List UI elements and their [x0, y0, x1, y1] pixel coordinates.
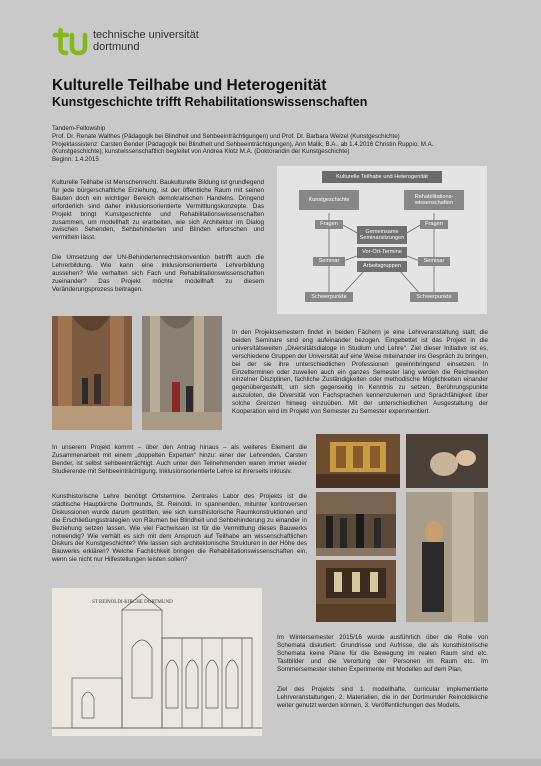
meta-line: Projektassistenz: Carsten Bender (Pädagogik bei Blindheit und Sehbeeinträchtigungen), Ann Malik, B.A., ab 1.4.2016 Christin Ruppio, M.A. — [52, 140, 434, 148]
student-at-pillar-image — [406, 492, 488, 622]
diagram-seminar-right: Seminar — [418, 257, 450, 266]
touching-sculpture-image — [406, 434, 488, 488]
paragraph-un-convention: Die Umsetzung der UN-Behindertenrechtskonvention betrifft auch die Lehrerbildung. Wie kann eine inklusionsorientierte Lehrerbildung aussehen? Wie verhalten sich Fach und Rehabilitationswissenschaften zueinander? Das Projekt möchte modellhaft zu diesem Veränderungsprozess beitragen. — [52, 254, 264, 293]
diagram-fragen-right: Fragen — [420, 220, 448, 229]
diagram-title: Kulturelle Teilhabe und Heterogenität — [322, 171, 442, 183]
footer-bar — [0, 759, 541, 766]
poster-title: Kulturelle Teilhabe und Heterogenität — [52, 77, 327, 94]
plan-caption: ST REINOLDI-KIRCHE DORTMUND — [92, 600, 173, 605]
meta-line: Beginn: 1.4.2015 — [52, 156, 99, 164]
altar-image — [316, 434, 400, 488]
diagram-gemeinsame-seminarsitzungen: Gemeinsame Seminarsitzungen — [357, 226, 407, 244]
nave-photo — [316, 560, 396, 622]
diagram-rehabilitation: Rehabilitations-wissenschaften — [404, 190, 464, 210]
project-meta — [52, 125, 492, 164]
paragraph-double-expert: In unserem Projekt kommt – über den Antrag hinaus – als weiteres Element die Zusammenarbeit mit einem „doppelten Experten“ hinzu: einer der Lehrenden, Carsten Bender, ist selbst sehbeeinträchtigt. Auch unter den Teilnehmenden waren immer wieder Studierende mit Sehbeeinträchtigung. Inklusionsorientierte Lehre ist ihrerseits inklusiv. — [52, 444, 307, 475]
diagram-kunstgeschichte: Kunstgeschichte — [299, 190, 359, 210]
diagram-fragen-left: Fragen — [315, 220, 343, 229]
paragraph-site-visits: Kunsthistorische Lehre benötigt Ortstermine. Zentrales Labor des Projekts ist die städtische Hauptkirche Dortmunds, St. Reinoldi. In spannenden, mitunter kontroversen Diskussionen wurde darum gestritten, wie sich kunsthistorische Raumkonstruktionen und die Erschließungsstrategien von Räumen bei Blindheit und Sehbehinderung zu einander in Beziehung setzen lassen. Wie viel Fachwissen ist für die Vermittlung dieses Bauwerks notwendig? Wie verhält es sich mit dem Anspruch auf Teilhabe am wissenschaftlichen Diskurs der Kunstgeschichte? Wie lassen sich architektonische Strukturen in der Höhe des Bauwerks erklären? Welche Fachlichkeit bringen die Rehabilitationswissenschaften ein, wenn sie nicht nur Hilfestellungen leisten sollen? — [52, 493, 307, 564]
poster-subtitle: Kunstgeschichte trifft Rehabilitationswissenschaften — [52, 95, 368, 109]
architectural-elevation-plan — [52, 588, 262, 736]
diagram-vor-ort-termine: Vor-Ort-Termine — [357, 247, 407, 258]
tu-logo-icon — [52, 28, 88, 56]
university-name — [93, 29, 199, 53]
university-name-line1: technische universität — [93, 29, 199, 41]
paragraph-intro: Kulturelle Teilhabe ist Menschenrecht. Baukulturelle Bildung ist grundlegend für jede bürgerschaftliche Erziehung, ist der öffentliche Raum mit seinen Bauten doch ein wichtiger Bereich demokratischen Handelns. Dringend erforderlich sind daher inklusionsorientierte Vermittlungskonzepte. Das Projekt bringt Kunstgeschichte und Rehabilitationswissenschaften zusammen, um modellhaft zu erarbeiten, wie sich Architektur im Dialog zwischen Sehenden, Sehbehinderten und Blinden erforschen und vermitteln lässt. — [52, 179, 264, 242]
paragraph-project-goals: Ziel des Projekts sind 1. modellhafte, curricular implementierte Lehrveranstaltungen, 2. Materialien, die in der Dortmunder Reinoldikirche weiter genutzt werden können, 3. Veröffentlichungen des Modells. — [277, 686, 488, 709]
meta-line: Prof. Dr. Renate Walthes (Pädagogik bei Blindheit und Sehbeeinträchtigungen) und Prof. Dr. Barbara Welzel (Kunstgeschichte) — [52, 132, 400, 140]
diagram-schwerpunkte-left: Schwerpunkte — [305, 292, 353, 302]
altar-photo — [316, 434, 400, 488]
group-in-church-photo — [316, 492, 396, 556]
diagram-arbeitsgruppen: Arbeitsgruppen — [357, 261, 407, 272]
university-name-line2: dortmund — [93, 41, 140, 53]
touching-sculpture-photo — [406, 434, 488, 488]
diagram-seminar-left: Seminar — [313, 257, 345, 266]
meta-line: (Kunstgeschichte); kunstwissenschaftlich begleitet von Andrea Klotz M.A. (Doktorandin der Kunstgeschichte) — [52, 148, 350, 156]
paragraph-winter-semester: Im Wintersemester 2015/16 wurde ausführlich über die Rolle von Schemata diskutiert: Grundrisse und Aufrisse, die als kunsthistorische Schemata keine Pläne für die Bewegung im realen Raum sind etc. Tastbilder und die Verortung der Personen im Raum etc. Im Sommersemester stehen Experimente mit Modellen auf dem Plan. — [277, 634, 488, 673]
group-tour-photo — [142, 316, 222, 430]
church-interior-image — [52, 316, 132, 430]
seminar-diagram — [277, 166, 487, 314]
meta-line: Tandem-Fellowship — [52, 125, 106, 132]
student-at-pillar-photo — [406, 492, 488, 622]
nave-image — [316, 560, 396, 622]
paragraph-project-semesters: In den Projektsemestern findet in beiden Fächern je eine Lehrveranstaltung statt; die beiden Seminare sind eng aufeinander bezogen. Eingebettet ist das Projekt in die universitätsweiten „Diversitätsdialoge in Studium und Lehre“. Ziel dieser Initiative ist es, verschiedene Gruppen der Universität auf eine Weise miteinander ins Gespräch zu bringen, bei der sie ihre unterschiedlichen Professionen gewinnbringend einsetzen. In Einzelterminen oder zuweilen auch ein ganzes Semester lang werden die Reichweiten einzelner Disziplinen, fachliche Zuständigkeiten oder methodische Möglichkeiten einander gegenübergestellt, um sich gegenseitig in Kenntnis zu setzen, Berührungspunkte auszuloten, die Diversität von Fachsprachen kennenzulernen und Sprachfähigkeit über solche Grenzen hinweg einzuüben. Mit der unterschiedlichen Ausgestaltung der Kooperation wird im Projekt von Semester zu Semester experimentiert. — [232, 329, 488, 416]
church-interior-photo — [52, 316, 132, 430]
group-in-church-image — [316, 492, 396, 556]
group-tour-image — [142, 316, 222, 430]
elevation-drawing — [52, 588, 262, 736]
diagram-schwerpunkte-right: Schwerpunkte — [410, 292, 458, 302]
